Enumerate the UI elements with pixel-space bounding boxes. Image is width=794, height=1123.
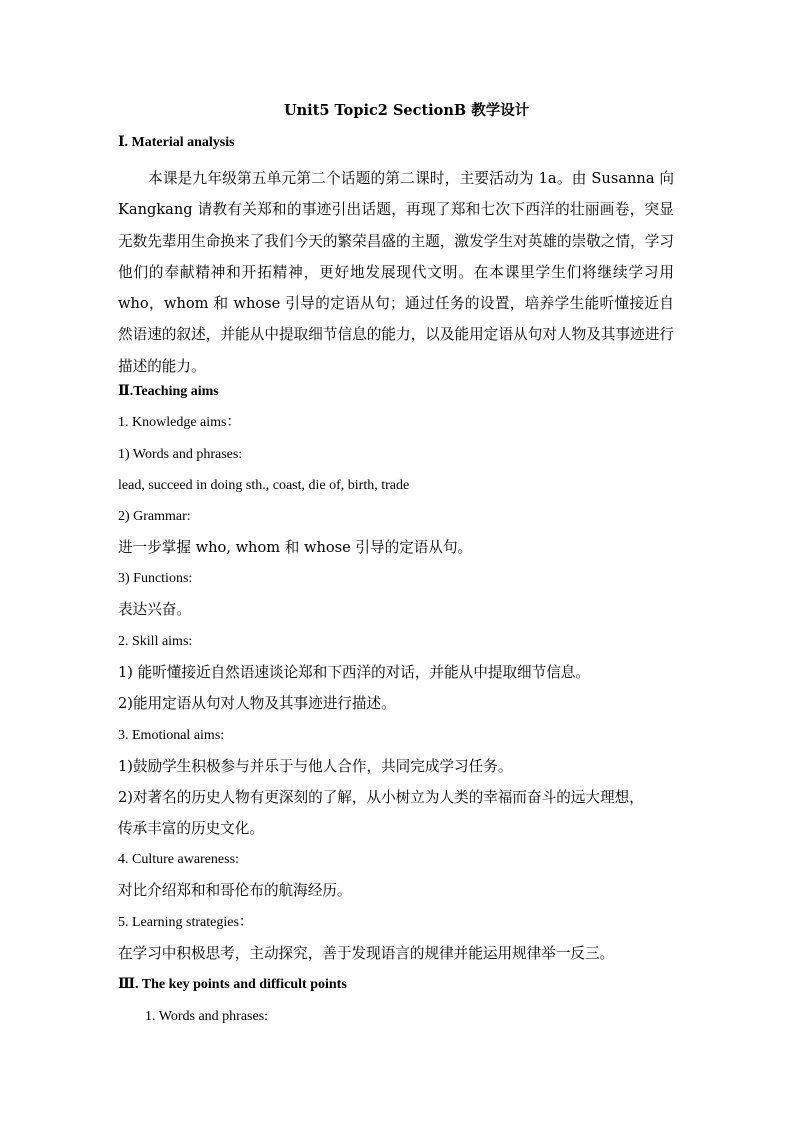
grammar-text: 进一步掌握 who, whom 和 whose 引导的定语从句。 [118, 539, 473, 556]
key-points-item-1: 1. Words and phrases: [145, 1009, 269, 1024]
functions-text: 表达兴奋。 [118, 601, 191, 618]
document-title: Unit5 Topic2 SectionB 教学设计 [284, 102, 530, 119]
emotional-aim-2-line-1: 2)对著名的历史人物有更深刻的了解，从小树立为人类的幸福而奋斗的远大理想， [118, 789, 644, 806]
words-list: lead, succeed in doing sth., coast, die of, birth, trade [118, 478, 410, 493]
emotional-aim-1: 1)鼓励学生积极参与并乐于与他人合作，共同完成学习任务。 [118, 758, 513, 775]
grammar-label: 2) Grammar: [118, 509, 191, 524]
learning-strategies-label: 5. Learning strategies： [118, 915, 253, 930]
skill-aim-2: 2)能用定语从句对人物及其事迹进行描述。 [118, 695, 396, 712]
knowledge-aims-label: 1. Knowledge aims： [118, 415, 241, 430]
culture-awareness-label: 4. Culture awareness: [118, 852, 239, 867]
words-phrases-label: 1) Words and phrases: [118, 447, 243, 462]
material-analysis-paragraph: 本课是九年级第五单元第二个话题的第二课时，主要活动为 1a。由 Susanna 向 Kangkang 请教有关郑和的事迹引出话题，再现了郑和七次下西洋的壮丽画卷，突显无数先辈用生命换来了我们今天的繁荣昌盛的主题，激发学生对英雄的崇敬之情，学习他们的奉献精神和开拓精神，更好地发展现代文明。在本课里学生们将继续学习用 who，whom 和 whose 引导的定语从句；通过任务的设置，培养学生能听懂接近自然语速的叙述，并能从中提取细节信息的能力，以及能用定语从句对人物及其事迹进行描述的能力。 [118, 170, 674, 375]
section-heading-key-points: Ⅲ. The key points and difficult points [118, 977, 347, 992]
emotional-aims-label: 3. Emotional aims: [118, 728, 225, 743]
culture-awareness-text: 对比介绍郑和和哥伦布的航海经历。 [118, 882, 352, 899]
skill-aim-1: 1) 能听懂接近自然语速谈论郑和下西洋的对话，并能从中提取细节信息。 [118, 664, 591, 681]
functions-label: 3) Functions: [118, 571, 193, 586]
section-heading-teaching-aims: Ⅱ.Teaching aims [118, 384, 219, 399]
emotional-aim-2-line-2: 传承丰富的历史文化。 [118, 820, 264, 837]
skill-aims-label: 2. Skill aims: [118, 634, 193, 649]
section-heading-material-analysis: Ⅰ. Material analysis [118, 135, 235, 150]
learning-strategies-text: 在学习中积极思考，主动探究，善于发现语言的规律并能运用规律举一反三。 [118, 945, 615, 962]
